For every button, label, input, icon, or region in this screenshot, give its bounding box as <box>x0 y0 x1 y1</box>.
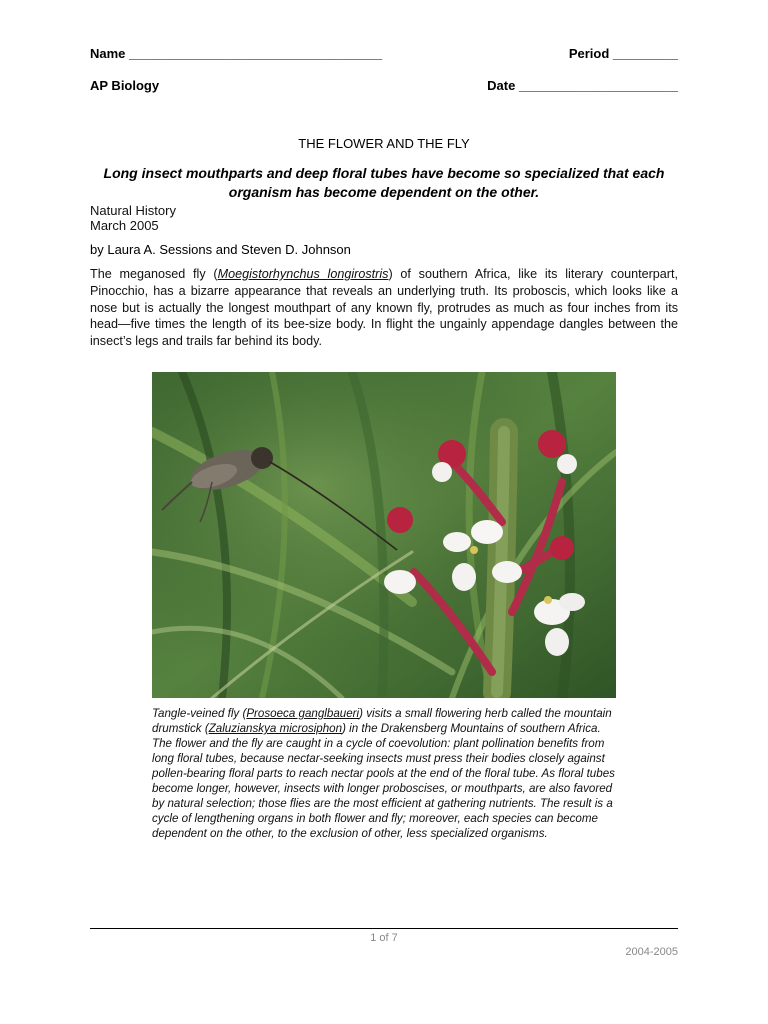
page-number: 1 of 7 <box>370 932 398 944</box>
caption-text-middle: ) visits a small flowering herb called the mountain drumstick ( <box>152 707 612 735</box>
date-blank-line: ______________________ <box>518 78 678 93</box>
date-label: Date <box>487 78 516 93</box>
caption-text-rest: ) in the Drakensberg Mountains of southern Africa. The flower and the fly are caught in a cycle of coevolution: plant pollination benefits from long floral tubes, because nectar-seeking insects must press their bodies closely against pollen-bearing floral parts to reach nectar pools at the end of the floral tube. As floral tubes become longer, however, insects with longer proboscises, or mouthparts, are also favored by natural selection; those flies are the most efficient at gathering nutrients. The result is a cycle of lengthening organs in both flower and fly; moreover, each species can become dependent on the other, to the exclusion of other, less specialized organisms. <box>152 722 615 840</box>
intro-paragraph <box>90 266 678 350</box>
footer-rule <box>90 928 678 929</box>
intro-text-rest: ) of southern Africa, like its literary counterpart, Pinocchio, has a bizarre appearance that reveals an underlying truth. Its proboscis, which looks like a nose but is actually the longest mouthpart of any known fly, protrudes as much as four inches from its head—five times the length of its bee-size body. In flight the ungainly appendage dangles between the insect’s legs and trails far behind its body. <box>90 267 678 349</box>
name-blank-line: ___________________________________ <box>129 46 383 61</box>
period-field <box>569 46 678 61</box>
article-byline: by Laura A. Sessions and Steven D. Johnson <box>90 242 351 257</box>
date-field <box>487 78 678 93</box>
article-title: THE FLOWER AND THE FLY <box>298 136 470 151</box>
course-name: AP Biology <box>90 78 160 93</box>
article-date: March 2005 <box>90 218 159 233</box>
name-label: Name <box>90 46 126 61</box>
name-field <box>90 46 382 61</box>
plant-species-name: Zaluzianskya microsiphon <box>208 722 343 735</box>
fly-and-flower-photo <box>152 372 616 698</box>
intro-text-start: The meganosed fly ( <box>90 267 218 281</box>
period-label: Period <box>568 46 610 61</box>
caption-text-start: Tangle-veined fly ( <box>152 707 247 720</box>
article-source: Natural History <box>90 203 176 218</box>
fly-species-name: Prosoeca ganglbaueri <box>246 707 360 720</box>
article-subtitle: Long insect mouthparts and deep floral tubes have become so specialized that each organism has become dependent on the other. <box>103 165 665 200</box>
period-blank-line: _________ <box>612 46 678 61</box>
school-year: 2004-2005 <box>625 946 678 958</box>
photo-illustration <box>152 372 616 698</box>
photo-caption <box>152 706 618 841</box>
species-name: Moegistorhynchus longirostris <box>217 267 389 281</box>
